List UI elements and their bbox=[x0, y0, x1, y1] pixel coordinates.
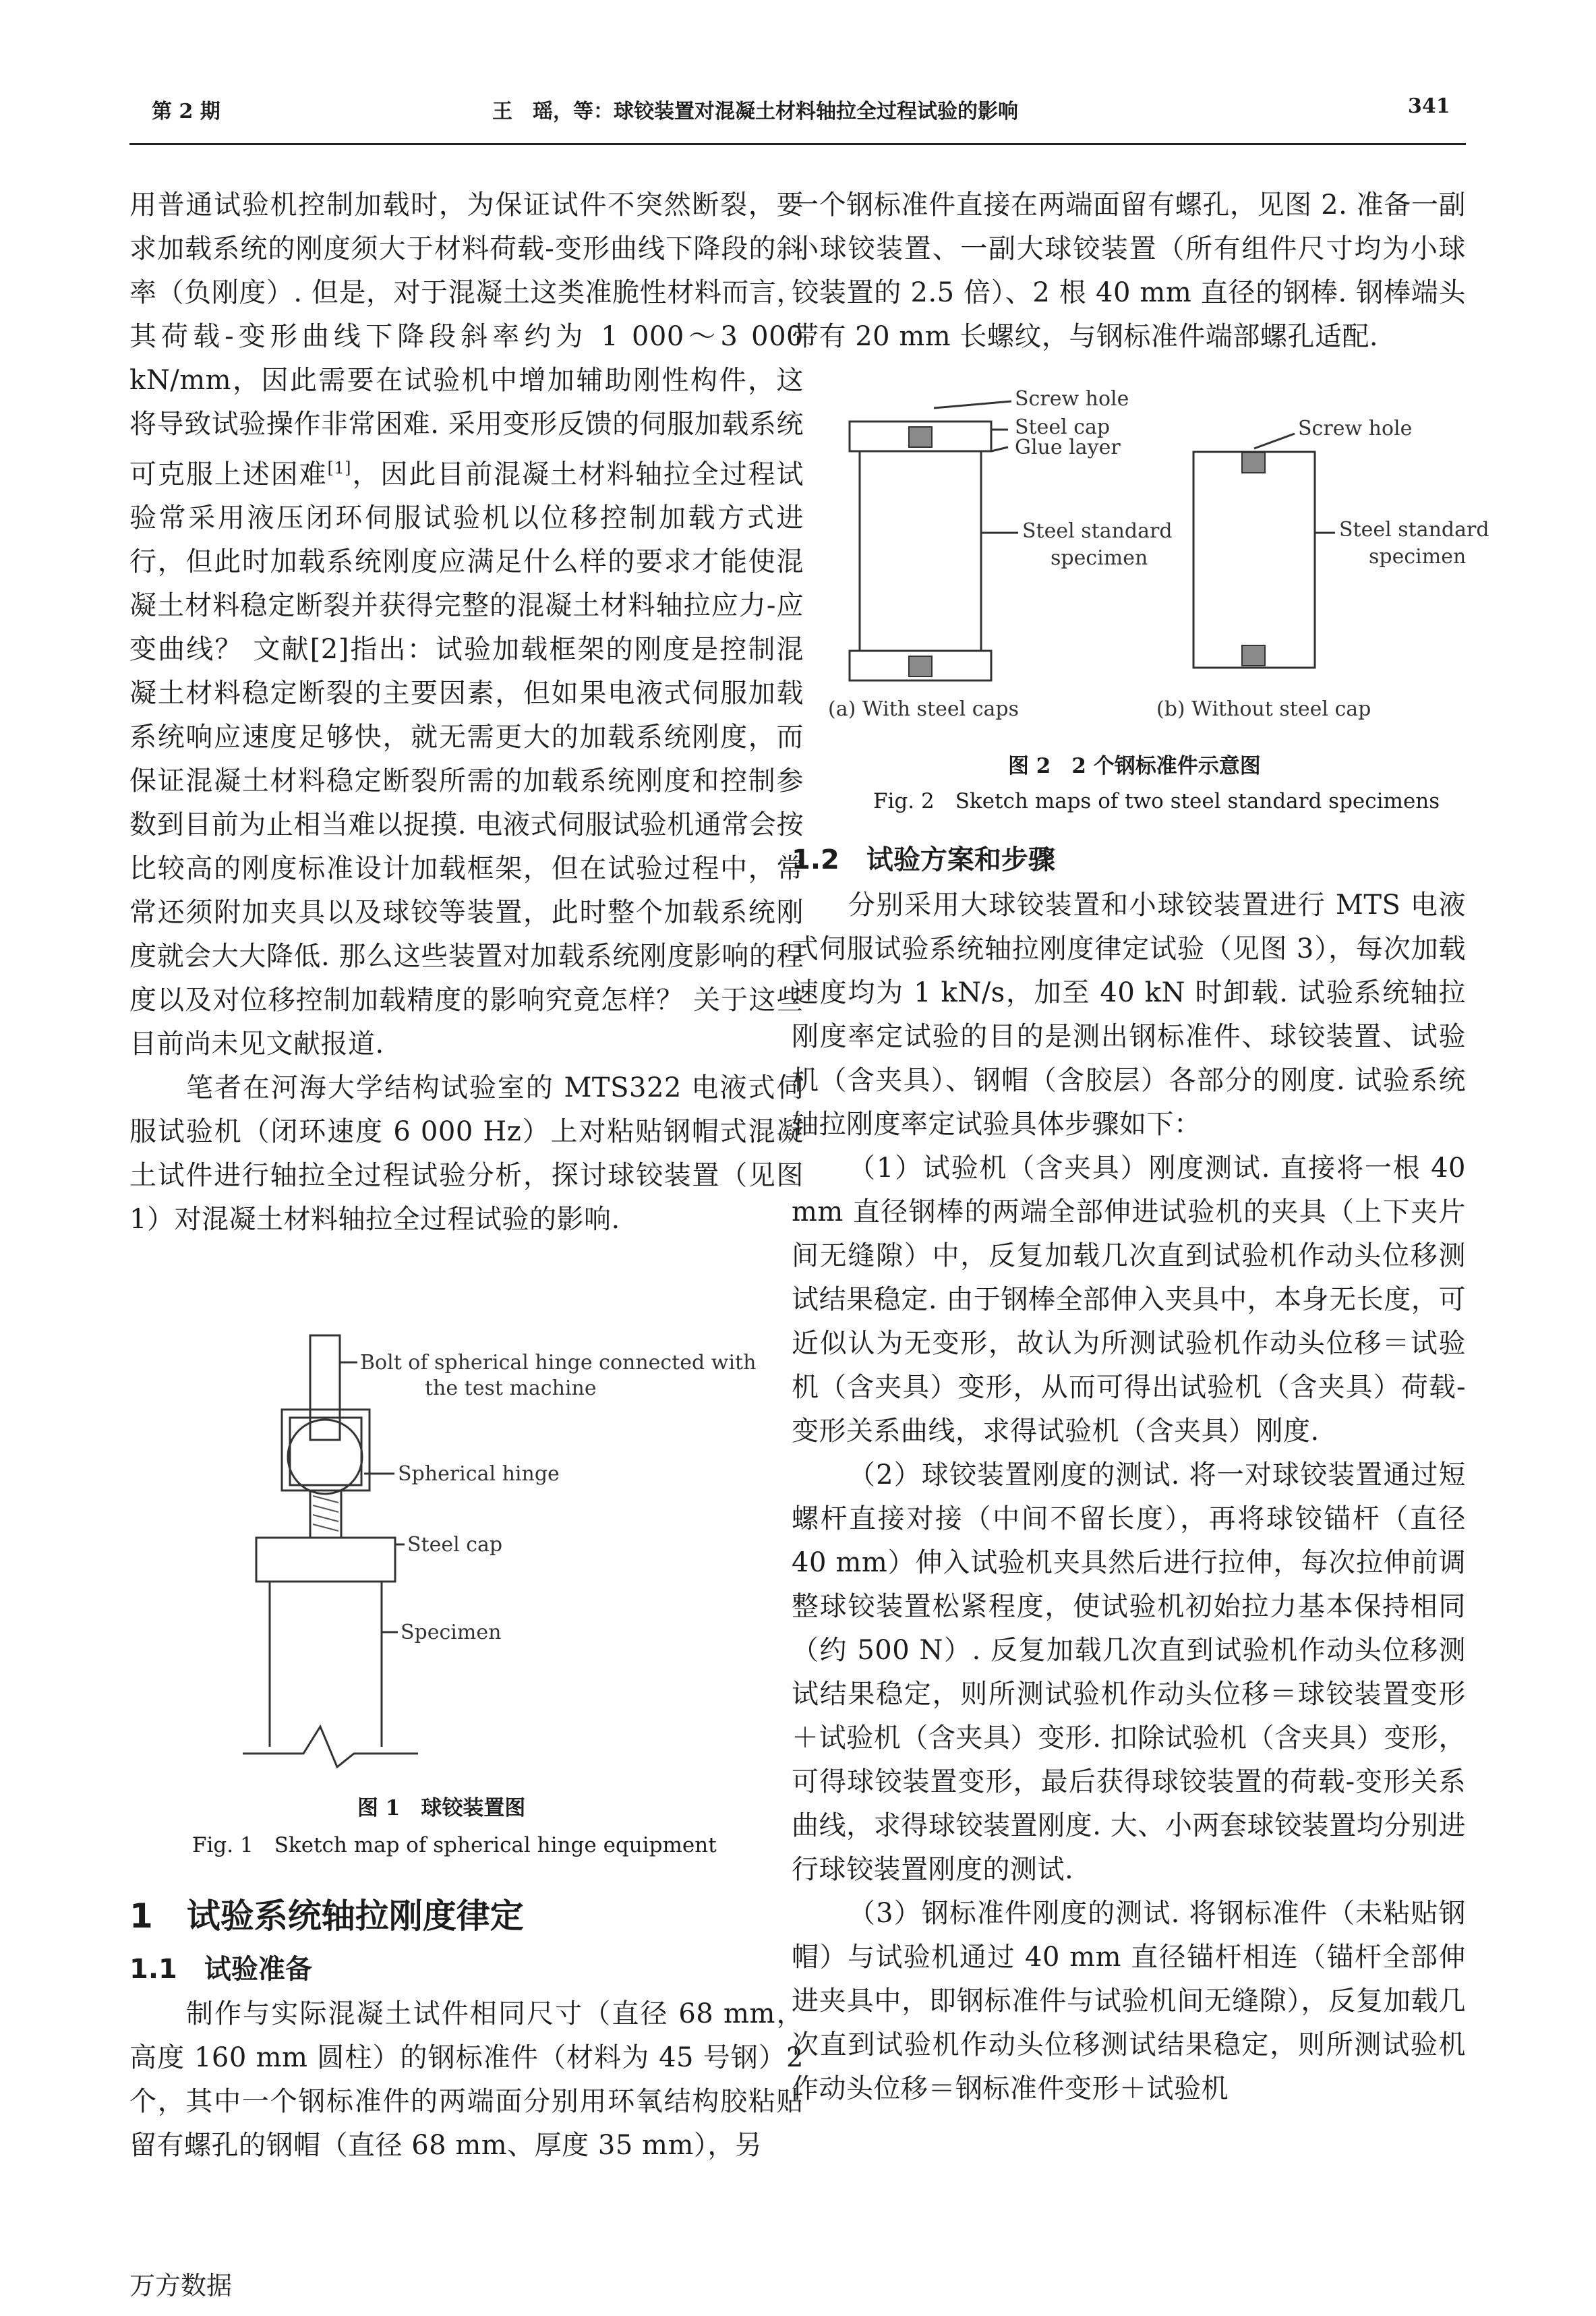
right-paragraph-5: （3）钢标准件刚度的测试. 将钢标准件（未粘贴钢帽）与试验机通过 40 mm 直径锚杆相连（锚杆全部伸进夹具中，即钢标准件与试验机间无缝隙），反复加载几次直到试验机作动头位移测试结果稳定，则所测试验机作动头位移＝钢标准件变形＋试验机 bbox=[792, 1898, 1466, 2104]
fig2-sub-b: (b) Without steel cap bbox=[1156, 697, 1371, 721]
fig2a-label-glue: Glue layer bbox=[1015, 436, 1121, 459]
figure-2-caption-zh: 图 2 2 个钢标准件示意图 bbox=[1008, 754, 1261, 778]
fig2a-label-std-2: specimen bbox=[1051, 546, 1148, 570]
figure-2 bbox=[823, 381, 1490, 734]
right-column-top bbox=[792, 183, 1466, 359]
fig1-label-hinge: Spherical hinge bbox=[398, 1462, 560, 1486]
right-paragraph-3: （1）试验机（含夹具）刚度测试. 直接将一根 40 mm 直径钢棒的两端全部伸进试验机的夹具（上下夹片间无缝隙）中，反复加载几次直到试验机作动头位移测试结果稳定. 由于钢棒全部伸入夹具中，本身无长度，可近似认为无变形，故认为所测试验机作动头位移＝试验机（含夹具）变形，从而可得出试验机（含夹具）荷载-变形关系曲线，求得试验机（含夹具）刚度. bbox=[792, 1153, 1466, 1447]
left-paragraph-3: 制作与实际混凝土试件相同尺寸（直径 68 mm，高度 160 mm 圆柱）的钢标准件（材料为 45 号钢）2 个，其中一个钢标准件的两端面分别用环氧结构胶粘贴留有螺孔的钢帽（直径 68 mm、厚度 35 mm），另 bbox=[129, 1998, 804, 2161]
fig2b-label-std-1: Steel standard bbox=[1339, 518, 1489, 542]
fig2a-label-cap: Steel cap bbox=[1015, 415, 1111, 439]
left-paragraph-2: 笔者在河海大学结构试验室的 MTS322 电液式伺服试验机（闭环速度 6 000 Hz）上对粘贴钢帽式混凝土试件进行轴拉全过程试验分析，探讨球铰装置（见图 1）对混凝土材料轴拉全过程试验的影响. bbox=[129, 1072, 804, 1236]
footer-watermark: 万方数据 bbox=[129, 2271, 233, 2300]
header-rule bbox=[129, 143, 1466, 145]
section-1-1-heading: 1.1 试验准备 bbox=[129, 1954, 312, 1985]
right-paragraph-4: （2）球铰装置刚度的测试. 将一对球铰装置通过短螺杆直接对接（中间不留长度），再将球铰锚杆（直径 40 mm）伸入试验机夹具然后进行拉伸，每次拉伸前调整球铰装置松紧程度，使试验机初始拉力基本保持相同（约 500 N）. 反复加载几次直到试验机作动头位移测试结果稳定，则所测试验机作动头位移＝球铰装置变形＋试验机（含夹具）变形. 扣除试验机（含夹具）变形，可得球铰装置变形，最后获得球铰装置的荷载-变形关系曲线，求得球铰装置刚度. 大、小两套球铰装置均分别进行球铰装置刚度的测试. bbox=[792, 1459, 1466, 1885]
header-title: 王 瑶，等：球铰装置对混凝土材料轴拉全过程试验的影响 bbox=[492, 100, 1018, 123]
figure-1 bbox=[202, 1322, 782, 1797]
left-paragraph-1: 用普通试验机控制加载时，为保证试件不突然断裂，要求加载系统的刚度须大于材料荷载-变形曲线下降段的斜率（负刚度）. 但是，对于混凝土这类准脆性材料而言，其荷载-变形曲线下降段斜率约为 1 000～3 000 kN/mm，因此需要在试验机中增加辅助刚性构件，这将导致试验操作非常困难. 采用变形反馈的伺服加载系统可克服上述困难[1]，因此目前混凝土材料轴拉全过程试验常采用液压闭环伺服试验机以位移控制加载方式进行，但此时加载系统刚度应满足什么样的要求才能使混凝土材料稳定断裂并获得完整的混凝土材料轴拉应力-应变曲线？ 文献[2]指出：试验加载框架的刚度是控制混凝土材料稳定断裂的主要因素，但如果电液式伺服加载系统响应速度足够快，就无需更大的加载系统刚度，而保证混凝土材料稳定断裂所需的加载系统刚度和控制参数到目前为止相当难以捉摸. 电液式伺服试验机通常会按比较高的刚度标准设计加载框架，但在试验过程中，常常还须附加夹具以及球铰等装置，此时整个加载系统刚度就会大大降低. 那么这些装置对加载系统刚度影响的程度以及对位移控制加载精度的影响究竟怎样？ 关于这些目前尚未见文献报道. bbox=[129, 190, 804, 1060]
figure-1-caption-en: Fig. 1 Sketch map of spherical hinge equipment bbox=[192, 1833, 717, 1857]
figure-2-drawing bbox=[823, 381, 1490, 732]
fig2b-label-std-2: specimen bbox=[1369, 545, 1467, 569]
fig1-label-cap: Steel cap bbox=[407, 1533, 503, 1557]
fig1-label-bolt: Bolt of spherical hinge connected with bbox=[360, 1351, 757, 1374]
right-paragraph-2: 分别采用大球铰装置和小球铰装置进行 MTS 电液式伺服试验系统轴拉刚度律定试验（见图 3），每次加载速度均为 1 kN/s，加至 40 kN 时卸载. 试验系统轴拉刚度率定试验的目的是测出钢标准件、球铰装置、试验机（含夹具）、钢帽（含胶层）各部分的刚度. 试验系统轴拉刚度率定试验具体步骤如下： bbox=[792, 890, 1466, 1140]
figure-2-caption-en: Fig. 2 Sketch maps of two steel standard specimens bbox=[873, 789, 1440, 813]
header-page-number: 341 bbox=[1408, 94, 1450, 118]
header-issue: 第 2 期 bbox=[152, 100, 220, 123]
left-column-text bbox=[129, 183, 804, 1242]
right-column-lower bbox=[792, 836, 1466, 2111]
right-paragraph-1: 一个钢标准件直接在两端面留有螺孔，见图 2. 准备一副小球铰装置、一副大球铰装置（所有组件尺寸均为小球铰装置的 2.5 倍）、2 根 40 mm 直径的钢棒. 钢棒端头带有 20 mm 长螺纹，与钢标准件端部螺孔适配. bbox=[792, 190, 1466, 352]
fig2-sub-a: (a) With steel caps bbox=[828, 697, 1019, 721]
fig2a-label-screw: Screw hole bbox=[1015, 387, 1129, 411]
fig2b-label-screw: Screw hole bbox=[1298, 417, 1413, 440]
figure-1-caption-zh: 图 1 球铰装置图 bbox=[357, 1796, 526, 1820]
figure-1-drawing bbox=[202, 1322, 782, 1794]
section-1-2-heading: 1.2 试验方案和步骤 bbox=[792, 844, 1055, 875]
fig2a-label-std-1: Steel standard bbox=[1022, 519, 1173, 543]
left-column-lower bbox=[129, 1886, 804, 2168]
section-1-heading: 1 试验系统轴拉刚度律定 bbox=[129, 1897, 524, 1936]
fig1-label-bolt-line2: the test machine bbox=[425, 1377, 597, 1400]
fig1-label-specimen: Specimen bbox=[401, 1621, 502, 1644]
citation-ref-1: [1] bbox=[327, 459, 352, 477]
